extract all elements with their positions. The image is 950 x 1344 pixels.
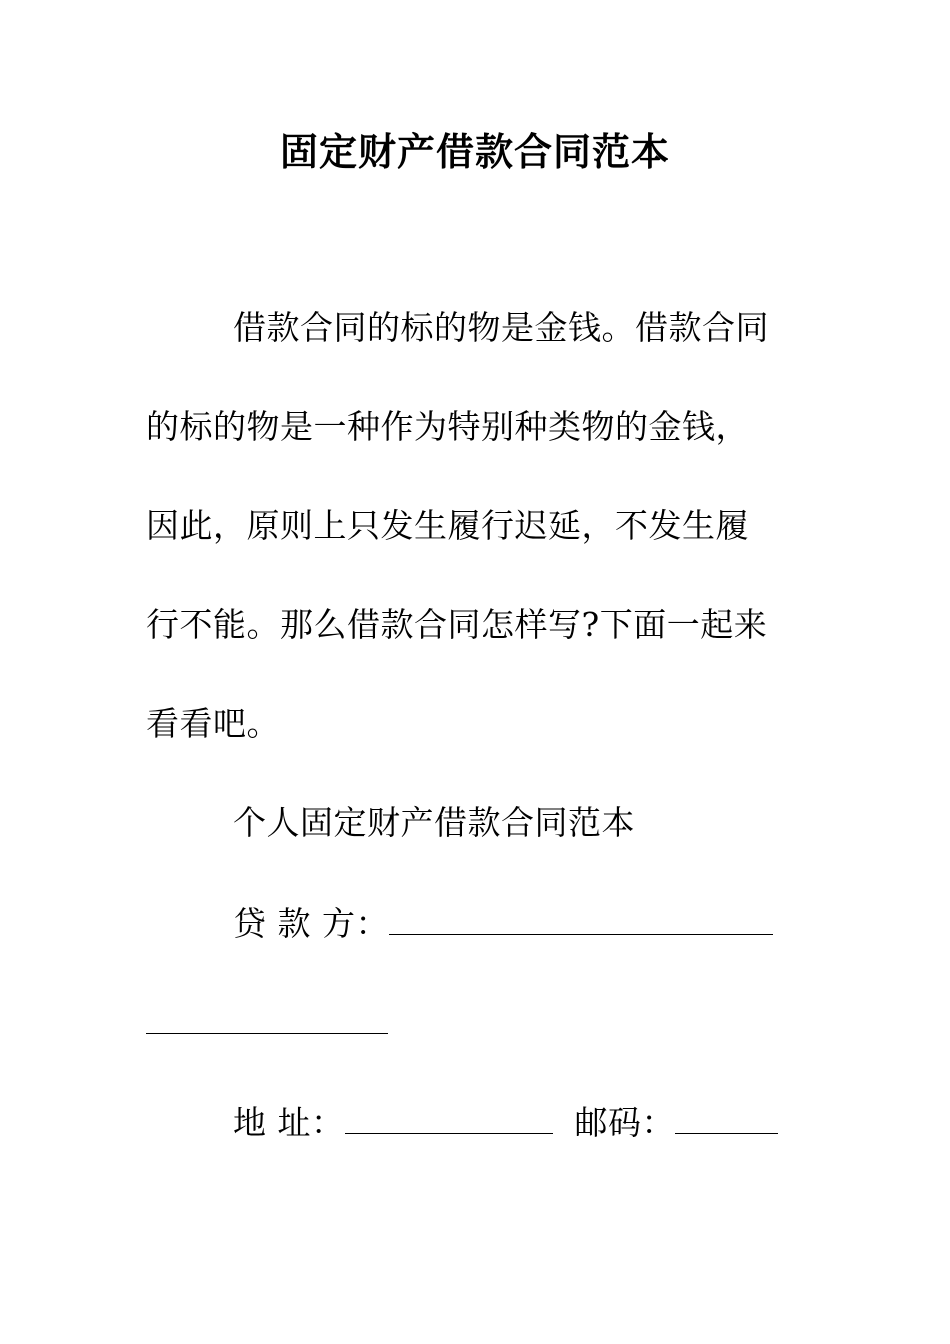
intro-line-4: 行不能。那么借款合同怎样写?下面一起来 [146, 605, 768, 644]
section-heading: 个人固定财产借款合同范本 [233, 803, 635, 842]
intro-line-5: 看看吧。 [146, 704, 280, 743]
document-title: 固定财产借款合同范本 [279, 130, 670, 174]
lender-row [233, 902, 773, 946]
intro-line-1: 借款合同的标的物是金钱。借款合同 [233, 308, 769, 347]
lender-label: 贷 款 方： [233, 904, 389, 943]
address-row [233, 1101, 778, 1145]
intro-line-3: 因此，原则上只发生履行迟延，不发生履 [146, 506, 749, 545]
intro-line-2: 的标的物是一种作为特别种类物的金钱， [146, 407, 749, 446]
lender-name-blank-continued[interactable] [146, 1033, 388, 1034]
postcode-label: 邮码： [574, 1103, 675, 1142]
address-label: 地 址： [233, 1103, 345, 1142]
address-blank[interactable] [345, 1105, 553, 1134]
lender-name-blank[interactable] [389, 906, 773, 935]
postcode-blank[interactable] [675, 1105, 778, 1134]
